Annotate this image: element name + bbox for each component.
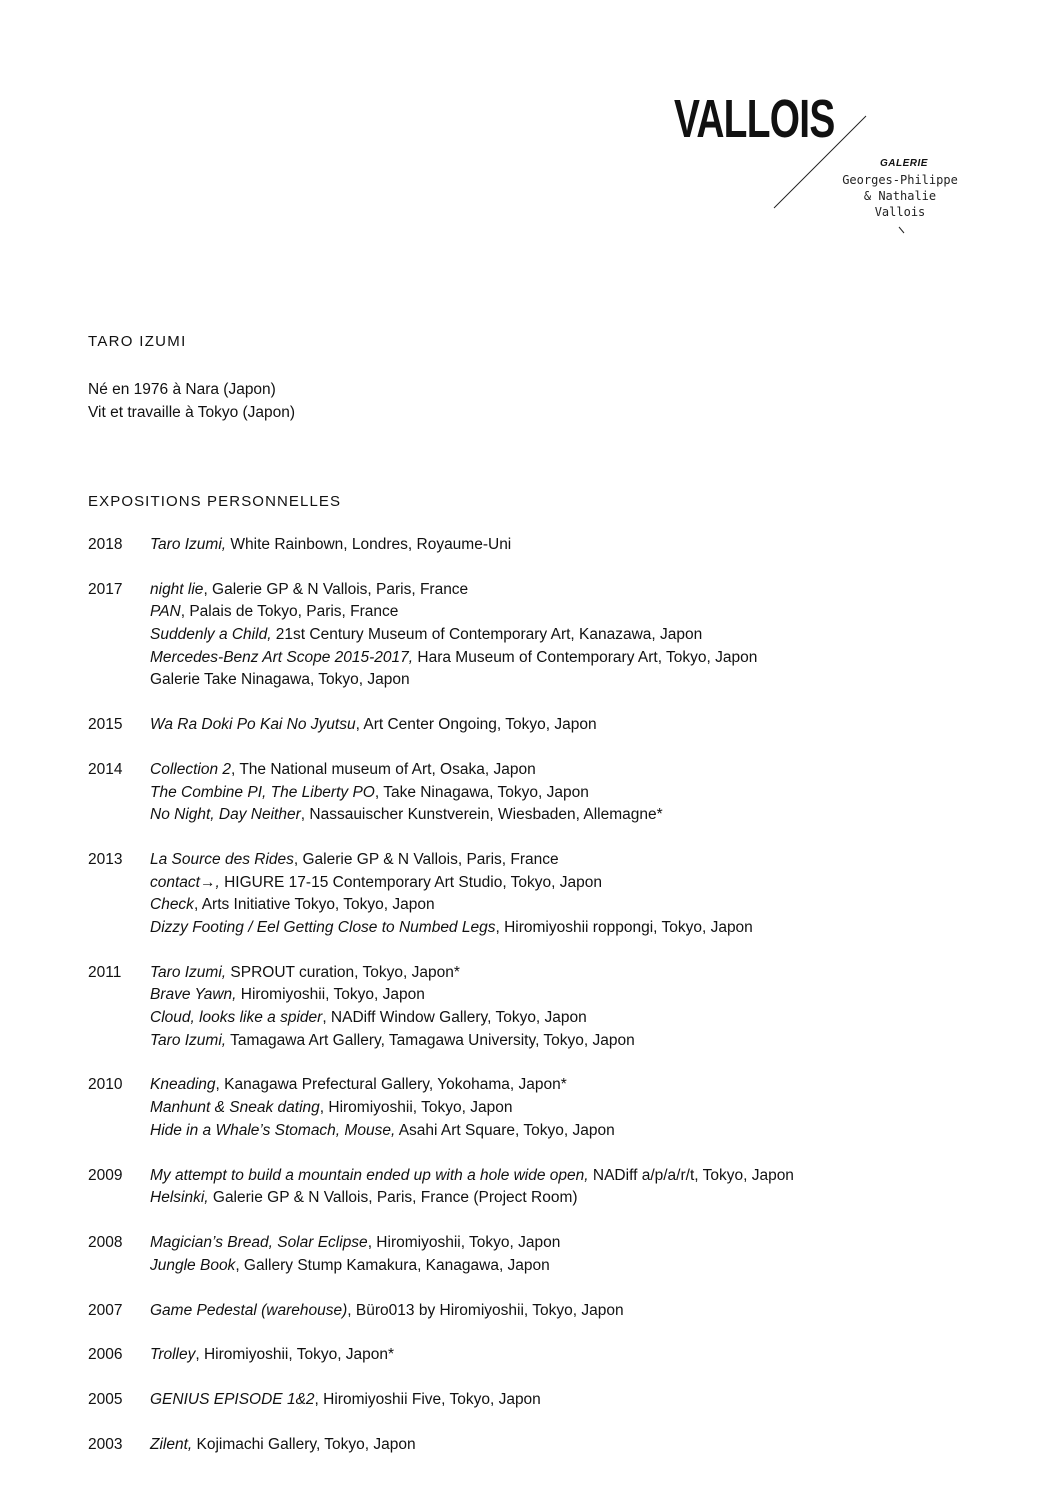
exhibition-title: Game Pedestal (warehouse) <box>150 1301 348 1319</box>
exhibition-venue: , Hiromiyoshii, Tokyo, Japon* <box>195 1346 395 1364</box>
exhibition-venue: Asahi Art Square, Tokyo, Japon <box>395 1121 615 1139</box>
exhibition-entries <box>150 714 988 737</box>
year-block <box>88 579 988 692</box>
exhibition-venue: , Hiromiyoshii Five, Tokyo, Japon <box>314 1391 541 1409</box>
exhibition-entries <box>150 759 988 827</box>
exhibition-entries <box>150 1389 988 1412</box>
exhibition-entry <box>150 849 988 872</box>
logo-name-line: Georges-Philippe <box>842 173 958 187</box>
exhibition-entries <box>150 1434 988 1457</box>
bio-residence: Vit et travaille à Tokyo (Japon) <box>88 404 296 421</box>
exhibition-venue: , Büro013 by Hiromiyoshii, Tokyo, Japon <box>347 1301 624 1319</box>
exhibition-entry <box>150 894 988 917</box>
exhibition-title: Taro Izumi, <box>150 536 227 553</box>
exhibition-year: 2006 <box>88 1346 123 1364</box>
exhibition-venue: White Rainbown, Londres, Royaume-Uni <box>226 536 512 553</box>
exhibition-venue: Galerie Take Ninagawa, Tokyo, Japon <box>150 671 410 689</box>
exhibition-title: Jungle Book <box>150 1256 236 1274</box>
exhibition-entry <box>150 804 988 827</box>
exhibition-title: Kneading <box>150 1076 216 1094</box>
year-block <box>88 962 988 1052</box>
exhibition-year: 2018 <box>88 536 123 553</box>
exhibition-entry <box>150 1389 988 1412</box>
exhibition-year: 2007 <box>88 1301 123 1319</box>
exhibition-title: Cloud, looks like a spider <box>150 1008 323 1026</box>
exhibition-venue: 21st Century Museum of Contemporary Art, Kanazawa, Japon <box>271 626 703 644</box>
section-title: EXPOSITIONS PERSONNELLES <box>88 493 342 510</box>
exhibition-venue: , Gallery Stump Kamakura, Kanagawa, Japon <box>235 1256 550 1274</box>
exhibition-entry <box>150 1030 988 1053</box>
exhibition-title: La Source des Rides <box>150 851 294 869</box>
exhibition-entry <box>150 647 988 670</box>
exhibition-entry <box>150 579 988 602</box>
exhibition-venue: , Hiromiyoshii roppongi, Tokyo, Japon <box>495 918 753 936</box>
exhibition-venue: Galerie GP & N Vallois, Paris, France (Project Room) <box>208 1189 578 1207</box>
exhibition-title: night lie <box>150 580 204 598</box>
exhibition-venue: Kojimachi Gallery, Tokyo, Japon <box>192 1436 416 1454</box>
logo-gallery-owners <box>836 172 964 220</box>
exhibition-entry <box>150 1165 988 1188</box>
artist-bio <box>88 378 988 424</box>
cv-content <box>88 330 988 1479</box>
exhibition-title: Trolley <box>150 1346 196 1364</box>
year-block <box>88 1300 988 1323</box>
year-block <box>88 1389 988 1412</box>
year-block <box>88 759 988 827</box>
exhibition-title: Helsinki, <box>150 1189 209 1207</box>
exhibition-entries <box>150 579 988 692</box>
exhibition-title: Zilent, <box>150 1436 193 1454</box>
exhibition-title: No Night, Day Neither <box>150 806 301 824</box>
exhibition-venue: , Hiromiyoshii, Tokyo, Japon <box>319 1099 513 1117</box>
year-block <box>88 1165 988 1210</box>
exhibition-entry <box>150 917 988 940</box>
exhibition-entry <box>150 669 988 692</box>
exhibition-year: 2009 <box>88 1166 123 1184</box>
exhibition-venue: , Palais de Tokyo, Paris, France <box>180 603 399 621</box>
exhibition-entry <box>150 714 988 737</box>
exhibition-entries <box>150 1232 988 1277</box>
exhibition-entry <box>150 872 988 895</box>
exhibition-year: 2005 <box>88 1391 123 1409</box>
exhibition-venue: Tamagawa Art Gallery, Tamagawa University, Tokyo, Japon <box>226 1031 635 1049</box>
year-block <box>88 714 988 737</box>
exhibition-entry <box>150 1074 988 1097</box>
year-block <box>88 849 988 939</box>
gallery-logo <box>640 90 970 240</box>
exhibition-title: Magician’s Bread, Solar Eclipse <box>150 1234 368 1252</box>
exhibition-venue: , Kanagawa Prefectural Gallery, Yokohama, Japon* <box>215 1076 567 1094</box>
exhibition-entry <box>150 1344 988 1367</box>
exhibition-year: 2008 <box>88 1234 123 1252</box>
exhibition-venue: HIGURE 17-15 Contemporary Art Studio, Tokyo, Japon <box>219 873 603 891</box>
exhibition-venue: Hara Museum of Contemporary Art, Tokyo, Japon <box>413 648 758 666</box>
exhibition-entry <box>150 1120 988 1143</box>
exhibition-entry <box>150 624 988 647</box>
exhibition-entry <box>150 759 988 782</box>
exhibition-entry <box>150 1232 988 1255</box>
bio-birth: Né en 1976 à Nara (Japon) <box>88 381 276 398</box>
exhibition-title: Manhunt & Sneak dating <box>150 1099 320 1117</box>
exhibition-venue: , Arts Initiative Tokyo, Tokyo, Japon <box>193 896 435 914</box>
exhibition-entries <box>150 962 988 1052</box>
year-block <box>88 1074 988 1142</box>
exhibition-title: Suddenly a Child, <box>150 626 272 644</box>
exhibition-year: 2014 <box>88 761 123 779</box>
year-block <box>88 534 988 557</box>
exhibition-title: Brave Yawn, <box>150 986 237 1004</box>
exhibition-entries <box>150 849 988 939</box>
exhibition-venue: , Nassauischer Kunstverein, Wiesbaden, Allemagne* <box>300 806 663 824</box>
exhibition-entry <box>150 1434 988 1457</box>
year-block <box>88 1344 988 1367</box>
exhibition-title: Hide in a Whale’s Stomach, Mouse, <box>150 1121 396 1139</box>
exhibition-year: 2003 <box>88 1436 123 1454</box>
year-block <box>88 1434 988 1457</box>
exhibition-entry <box>150 984 988 1007</box>
exhibition-title: Dizzy Footing / Eel Getting Close to Numbed Legs <box>150 918 496 936</box>
exhibition-title: contact→, <box>150 873 220 891</box>
exhibition-venue: , Hiromiyoshii, Tokyo, Japon <box>367 1234 561 1252</box>
exhibition-venue: , Galerie GP & N Vallois, Paris, France <box>293 851 559 869</box>
year-block <box>88 1232 988 1277</box>
exhibition-entry <box>150 534 988 557</box>
exhibition-venue: , Art Center Ongoing, Tokyo, Japon <box>355 716 597 734</box>
exhibition-venue: SPROUT curation, Tokyo, Japon* <box>226 963 460 981</box>
exhibition-entry <box>150 601 988 624</box>
exhibition-entry <box>150 1300 988 1323</box>
exhibition-entry <box>150 1097 988 1120</box>
artist-name: TARO IZUMI <box>88 333 187 350</box>
exhibition-title: The Combine PI, The Liberty PO <box>150 783 375 801</box>
exhibition-entries <box>150 1165 988 1210</box>
exhibition-title: Mercedes-Benz Art Scope 2015-2017, <box>150 648 414 666</box>
exhibition-venue: , The National museum of Art, Osaka, Japon <box>231 761 536 779</box>
exhibition-entry <box>150 782 988 805</box>
exhibition-entry <box>150 1007 988 1030</box>
exhibition-entries <box>150 1344 988 1367</box>
exhibition-title: My attempt to build a mountain ended up with a hole wide open, <box>150 1166 589 1184</box>
exhibition-title: GENIUS EPISODE 1&2 <box>150 1391 315 1409</box>
exhibition-year: 2013 <box>88 851 123 869</box>
exhibition-title: PAN <box>150 603 181 621</box>
exhibition-entries <box>150 534 988 557</box>
exhibition-venue: NADiff a/p/a/r/t, Tokyo, Japon <box>588 1166 794 1184</box>
exhibition-venue: , NADiff Window Gallery, Tokyo, Japon <box>322 1008 587 1026</box>
exhibition-entry <box>150 1255 988 1278</box>
exhibition-venue: , Take Ninagawa, Tokyo, Japon <box>374 783 589 801</box>
exhibition-entry <box>150 1187 988 1210</box>
exhibition-entry <box>150 962 988 985</box>
exhibition-title: Check <box>150 896 194 914</box>
exhibition-title: Wa Ra Doki Po Kai No Jyutsu <box>150 716 356 734</box>
logo-wordmark: VALLOIS <box>674 89 835 149</box>
exhibition-entries <box>150 1300 988 1323</box>
exhibition-venue: , Galerie GP & N Vallois, Paris, France <box>203 580 469 598</box>
exhibition-year: 2010 <box>88 1076 123 1094</box>
logo-galerie-label: GALERIE <box>880 158 928 169</box>
exhibition-list <box>88 534 988 1457</box>
exhibition-entries <box>150 1074 988 1142</box>
exhibition-venue: Hiromiyoshii, Tokyo, Japon <box>236 986 425 1004</box>
exhibition-title: Collection 2 <box>150 761 231 779</box>
logo-name-line: Vallois <box>874 205 926 219</box>
exhibition-title: Taro Izumi, <box>150 963 227 981</box>
exhibition-year: 2017 <box>88 580 123 598</box>
exhibition-title: Taro Izumi, <box>150 1031 227 1049</box>
exhibition-year: 2011 <box>88 963 122 981</box>
exhibition-year: 2015 <box>88 716 123 734</box>
logo-name-line: & Nathalie <box>863 189 937 203</box>
